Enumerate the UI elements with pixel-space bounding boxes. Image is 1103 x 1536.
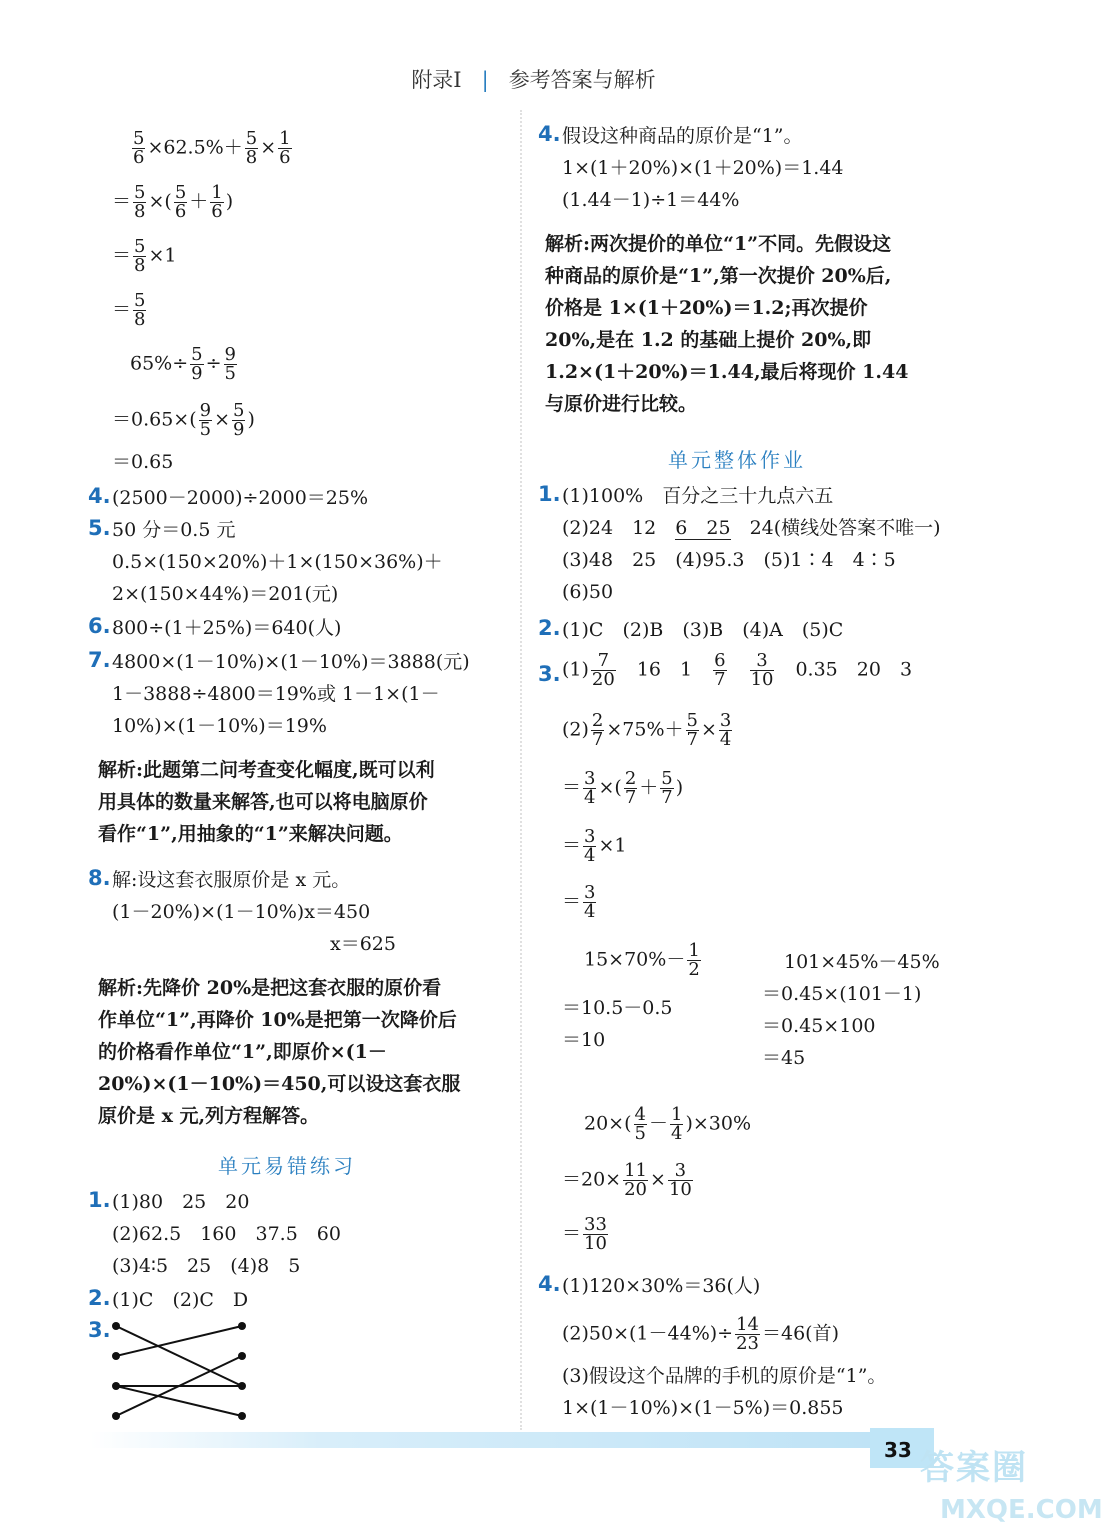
q6-text: 800÷(1＋25%)＝640(人)	[112, 617, 342, 639]
u3-calc4-line3: ＝0.45×100	[762, 1015, 876, 1037]
matching-diagram	[108, 1318, 258, 1428]
u3-line1: (1) $\frac{7}{20}$ 16 1 $\frac{6}{7}$ $\frac{3}{10}$ 0.35 20 3	[562, 650, 913, 690]
u4-line1: (1)120×30%＝36(人)	[562, 1275, 761, 1297]
r-note4-line1: 解析:两次提价的单位“1”不同。先假设这	[545, 233, 892, 255]
note8-line1: 解析:先降价 20%是把这套衣服的原价看	[98, 977, 442, 999]
u4-line3: (3)假设这个品牌的手机的原价是“1”。	[562, 1365, 887, 1387]
header-left: 附录Ⅰ	[411, 68, 462, 92]
u3-calc2-line4: ＝ $\frac{3}{4}$	[562, 882, 596, 922]
u3-calc4-line2: ＝0.45×(101－1)	[762, 983, 922, 1005]
e1-line1: (1)80 25 20	[112, 1191, 250, 1213]
watermark-logo: 答案圈	[920, 1448, 1028, 1488]
match-dot-left-2	[112, 1352, 120, 1360]
r-q4-line3: (1.44－1)÷1＝44%	[562, 189, 740, 211]
header-right: 参考答案与解析	[508, 68, 656, 92]
u3-calc4-line1: 101×45%－45%	[784, 951, 940, 973]
u3-calc3-line2: ＝10.5－0.5	[562, 997, 673, 1019]
q7-line1: 4800×(1－10%)×(1－10%)＝3888(元)	[112, 651, 470, 673]
q8-line1: 解:设这套衣服原价是 x 元。	[112, 869, 351, 891]
match-dot-left-3	[112, 1382, 120, 1390]
q5-line1: 50 分＝0.5 元	[112, 519, 236, 541]
e1-line3: (3)4∶5 25 (4)8 5	[112, 1255, 301, 1277]
r-note4-line5: 1.2×(1＋20%)＝1.44,最后将现价 1.44	[545, 361, 909, 383]
calc1-line1: $\frac{5}{6}$ ×62.5%＋ $\frac{5}{8}$ × $\frac{1}{6}$	[133, 128, 291, 168]
column-divider	[520, 110, 522, 1430]
r-note4-line4: 20%,是在 1.2 的基础上提价 20%,即	[545, 329, 872, 351]
e2-number: 2.	[88, 1286, 111, 1310]
note7-line2: 用具体的数量来解答,也可以将电脑原价	[98, 791, 428, 813]
calc2-line3: ＝0.65	[112, 451, 174, 473]
q8-line2: (1－20%)×(1－10%)x＝450	[112, 901, 371, 923]
r-q4-line2: 1×(1＋20%)×(1＋20%)＝1.44	[562, 157, 844, 179]
section-title-unit: 单元整体作业	[668, 448, 806, 472]
q4-text: (2500－2000)÷2000＝25%	[112, 487, 369, 509]
match-dot-right-4	[238, 1412, 246, 1420]
r-q4-number: 4.	[538, 122, 561, 146]
match-line-1	[116, 1326, 242, 1386]
u1-line2: (2)24 12 6 25 24(横线处答案不唯一)	[562, 517, 941, 539]
calc1-line2: ＝ $\frac{5}{8}$ ×( $\frac{5}{6}$ ＋ $\frac{1}{6}$ )	[112, 182, 234, 222]
match-dot-right-2	[238, 1352, 246, 1360]
section-title-errors: 单元易错练习	[218, 1154, 356, 1178]
u1-number: 1.	[538, 482, 561, 506]
header-separator: |	[481, 68, 489, 92]
u3-number: 3.	[538, 662, 561, 686]
q8-number: 8.	[88, 866, 111, 890]
q5-line2: 0.5×(150×20%)＋1×(150×36%)＋	[112, 551, 443, 573]
e1-line2: (2)62.5 160 37.5 60	[112, 1223, 341, 1245]
calc2-line1: 65%÷ $\frac{5}{9}$ ÷ $\frac{9}{5}$	[130, 344, 236, 384]
note7-line1: 解析:此题第二问考查变化幅度,既可以利	[98, 759, 435, 781]
u1-underlined-25: 25	[706, 517, 731, 539]
e3-number: 3.	[88, 1318, 111, 1342]
u1-line1: (1)100% 百分之三十九点六五	[562, 485, 834, 507]
note8-line2: 作单位“1”,再降价 10%是把第一次降价后	[98, 1009, 457, 1031]
match-dot-left-4	[112, 1412, 120, 1420]
r-note4-line6: 与原价进行比较。	[545, 393, 698, 415]
u1-underlined-6: 6	[675, 517, 688, 539]
q7-number: 7.	[88, 648, 111, 672]
e2-text: (1)C (2)C D	[112, 1289, 249, 1311]
u3-calc3-line1: 15×70%－ $\frac{1}{2}$	[584, 940, 700, 980]
u4-line2: (2)50×(1－44%)÷ $\frac{14}{23}$ ＝46(首)	[562, 1314, 839, 1354]
u4-number: 4.	[538, 1272, 561, 1296]
u1-line3: (3)48 25 (4)95.3 (5)1∶4 4∶5	[562, 549, 896, 571]
u3-calc4-line4: ＝45	[762, 1047, 806, 1069]
note8-line4: 20%)×(1－10%)＝450,可以设这套衣服	[98, 1073, 461, 1095]
q7-line2: 1－3888÷4800＝19%或 1－1×(1－	[112, 683, 440, 705]
note8-line3: 的价格看作单位“1”,即原价×(1－	[98, 1041, 387, 1063]
q4-number: 4.	[88, 484, 111, 508]
watermark-url: MXQE.COM	[940, 1495, 1103, 1525]
match-line-5	[116, 1386, 242, 1416]
calc1-line3: ＝ $\frac{5}{8}$ ×1	[112, 236, 177, 276]
footer-bar	[90, 1432, 870, 1448]
u2-text: (1)C (2)B (3)B (4)A (5)C	[562, 619, 844, 641]
calc1-line4: ＝ $\frac{5}{8}$	[112, 290, 146, 330]
u2-number: 2.	[538, 616, 561, 640]
u3-calc3-line3: ＝10	[562, 1029, 606, 1051]
r-note4-line2: 种商品的原价是“1”,第一次提价 20%后,	[545, 265, 892, 287]
u3-calc5-line1: 20×( $\frac{4}{5}$ － $\frac{1}{4}$ )×30%	[584, 1104, 752, 1144]
q6-number: 6.	[88, 614, 111, 638]
q5-number: 5.	[88, 516, 111, 540]
e1-number: 1.	[88, 1188, 111, 1212]
u3-calc2-line2: ＝ $\frac{3}{4}$ ×( $\frac{2}{7}$ ＋ $\frac{5}{7}$ )	[562, 768, 684, 808]
match-line-2	[116, 1326, 242, 1356]
match-dot-right-3	[238, 1382, 246, 1390]
match-dot-right-1	[238, 1322, 246, 1330]
u3-calc5-line2: ＝20× $\frac{11}{20}$ × $\frac{3}{10}$	[562, 1160, 692, 1200]
r-note4-line3: 价格是 1×(1＋20%)＝1.2;再次提价	[545, 297, 868, 319]
u3-calc2-line1: (2) $\frac{2}{7}$ ×75%＋ $\frac{5}{7}$ × $\frac{3}{4}$	[562, 710, 732, 750]
note7-line3: 看作“1”,用抽象的“1”来解决问题。	[98, 823, 403, 845]
u3-calc5-line3: ＝ $\frac{33}{10}$	[562, 1214, 607, 1254]
page-number: 33	[884, 1438, 912, 1462]
r-q4-line1: 假设这种商品的原价是“1”。	[562, 125, 803, 147]
q5-line3: 2×(150×44%)＝201(元)	[112, 583, 339, 605]
note8-line5: 原价是 x 元,列方程解答。	[98, 1105, 320, 1127]
q7-line3: 10%)×(1－10%)＝19%	[112, 715, 327, 737]
page-header	[0, 64, 1067, 94]
match-dot-left-1	[112, 1322, 120, 1330]
q8-line3: x＝625	[330, 933, 396, 955]
u1-line4: (6)50	[562, 581, 614, 603]
u3-calc2-line3: ＝ $\frac{3}{4}$ ×1	[562, 826, 627, 866]
calc2-line2: ＝0.65×( $\frac{9}{5}$ × $\frac{5}{9}$ )	[112, 400, 255, 440]
u4-line4: 1×(1－10%)×(1－5%)＝0.855	[562, 1397, 844, 1419]
